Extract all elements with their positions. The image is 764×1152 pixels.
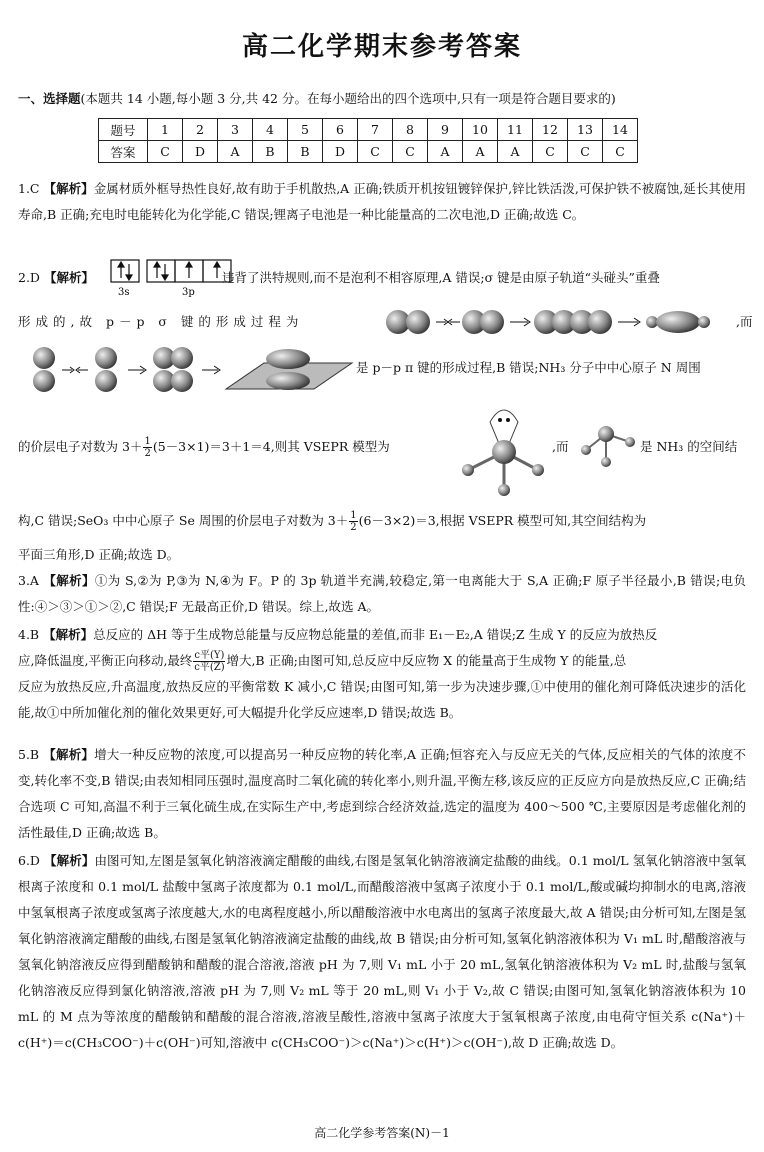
page-footer: 高二化学参考答案(N)－1 <box>314 1126 450 1140</box>
q2-line4-d: 是 NH₃ 的空间结 <box>640 439 738 454</box>
q2-line2-end: ,而 <box>736 314 753 329</box>
q3-text: ①为 S,②为 P,③为 N,④为 F。P 的 3p 轨道半充满,较稳定,第一电离能大于 S,A 正确;F 原子半径最小,B 错误;电负性:④＞③＞①＞②,C 错误;F 无最高正价,D 错误。综上,故选 A。 <box>18 573 746 614</box>
orbital-3p-label: 3p <box>182 287 195 298</box>
answer-cell: D <box>183 141 218 163</box>
question-number-cell: 8 <box>393 119 428 141</box>
question-4 <box>18 622 746 726</box>
q2-line4-a: 的价层电子对数为 3＋ <box>18 439 143 454</box>
answer-cell: C <box>358 141 393 163</box>
q4-line2-a: 应,降低温度,平衡正向移动,最终 <box>18 653 193 668</box>
q2-line4-c: ,而 <box>552 439 569 454</box>
answer-cell: C <box>393 141 428 163</box>
question-3 <box>18 568 746 620</box>
q2-line4-b: (5－3×1)＝3＋1＝4,则其 VSEPR 模型为 <box>152 439 390 454</box>
table-row-answers <box>99 141 638 163</box>
question-2-line4 <box>18 434 390 460</box>
question-2-line5 <box>18 508 746 534</box>
q5-number: 5.B <box>18 747 40 762</box>
q2-line3-text: 是 p－p π 键的形成过程,B 错误;NH₃ 分子中中心原子 N 周围 <box>356 360 701 375</box>
q2-line1-text: 违背了洪特规则,而不是泡利不相容原理,A 错误;σ 键是由原子轨道“头碰头”重叠 <box>221 270 660 285</box>
q2-line6: 平面三角形,D 正确;故选 D。 <box>18 547 180 562</box>
question-1 <box>18 176 746 228</box>
question-2-line2 <box>18 309 303 335</box>
vsepr-model-diagram <box>456 402 552 496</box>
q2-tag: 【解析】 <box>43 270 94 285</box>
question-2-line4-d <box>640 434 737 460</box>
answer-cell: A <box>218 141 253 163</box>
question-2-line6 <box>18 542 746 568</box>
frac-num: 1 <box>350 510 357 521</box>
frac-den: 2 <box>350 522 357 533</box>
q5-tag: 【解析】 <box>43 747 95 762</box>
question-number-cell: 4 <box>253 119 288 141</box>
page-title: 高二化学期末参考答案 <box>241 32 522 62</box>
answer-cell: C <box>533 141 568 163</box>
q2-line5-a: 构,C 错误;SeO₃ 中中心原子 Se 周围的价层电子对数为 3＋ <box>18 513 349 528</box>
question-2-line4-c <box>552 434 568 460</box>
question-number-cell: 9 <box>428 119 463 141</box>
frac-den: 2 <box>144 448 151 459</box>
frac-num: c平(Y) <box>194 650 225 661</box>
q6-tag: 【解析】 <box>44 853 95 868</box>
q4-line3: 反应为放热反应,升高温度,放热反应的平衡常数 K 减小,C 错误;由图可知,第一步为决速步骤,①中使用的催化剂可降低决速步的活化能,故①中所加催化剂的催化效果更好,可大幅提升化学反应速率,D 错误;故选 B。 <box>18 679 746 720</box>
question-number-cell: 5 <box>288 119 323 141</box>
answer-cell: C <box>568 141 603 163</box>
q3-number: 3.A <box>18 573 39 588</box>
question-number-cell: 14 <box>603 119 638 141</box>
question-number-cell: 10 <box>463 119 498 141</box>
frac-num: 1 <box>144 436 151 447</box>
table-row-numbers <box>99 119 638 141</box>
answer-cell: A <box>428 141 463 163</box>
orbital-3s-label: 3s <box>118 287 130 298</box>
question-number-cell: 12 <box>533 119 568 141</box>
question-number-cell: 6 <box>323 119 358 141</box>
pi-bond-diagram <box>26 345 356 395</box>
answer-cell: A <box>498 141 533 163</box>
q4-tag: 【解析】 <box>43 627 94 642</box>
answer-table <box>98 118 638 163</box>
answer-cell: C <box>148 141 183 163</box>
nh3-structure-diagram <box>578 420 640 472</box>
frac-den: c平(Z) <box>194 662 225 673</box>
q6-number: 6.D <box>18 853 40 868</box>
row-label-answer: 答案 <box>99 141 148 163</box>
question-number-cell: 7 <box>358 119 393 141</box>
question-number-cell: 2 <box>183 119 218 141</box>
orbital-diagram <box>110 258 232 298</box>
q1-number: 1.C <box>18 181 40 196</box>
section-header <box>18 89 616 107</box>
q4-number: 4.B <box>18 627 40 642</box>
question-number-cell: 1 <box>148 119 183 141</box>
question-number-cell: 11 <box>498 119 533 141</box>
row-label-number: 题号 <box>99 119 148 141</box>
q4-line2-b: 增大,B 正确;由图可知,总反应中反应物 X 的能量高于生成物 Y 的能量,总 <box>226 653 627 668</box>
section-heading: 一、选择题 <box>18 91 81 106</box>
question-2-line3 <box>356 355 746 381</box>
question-5 <box>18 742 746 846</box>
q1-tag: 【解析】 <box>43 181 94 196</box>
answer-cell: B <box>253 141 288 163</box>
section-note: (本题共 14 小题,每小题 3 分,共 42 分。在每小题给出的四个选项中,只有一项是符合题目要求的) <box>80 91 616 106</box>
answer-cell: C <box>603 141 638 163</box>
question-number-cell: 13 <box>568 119 603 141</box>
q2-number: 2.D <box>18 270 40 285</box>
fraction <box>349 510 357 533</box>
fraction <box>193 650 225 673</box>
q2-line2-text: 形成的,故 p－p σ 键的形成过程为 <box>18 314 304 329</box>
q4-line1: 总反应的 ΔH 等于生成物总能量与反应物总能量的差值,而非 E₁－E₂,A 错误;Z 生成 Y 的反应为放热反 <box>93 627 658 642</box>
question-2-line2-end <box>736 309 752 335</box>
question-6 <box>18 848 746 1056</box>
q6-text: 由图可知,左图是氢氧化钠溶液滴定醋酸的曲线,右图是氢氧化钠溶液滴定盐酸的曲线。0.1 mol/L 氢氧化钠溶液中氢氧根离子浓度和 0.1 mol/L 盐酸中氢离子浓度都为 0.1 mol/L,而醋酸溶液中氢离子浓度小于 0.1 mol/L,酸或碱均抑制水的电离,溶液中氢氧根离子浓度或氢离子浓度越大,水的电离程度越小,所以醋酸溶液中水电离出的氢离子浓度最大,故 A 错误;由分析可知,左图是氢氧化钠溶液滴定醋酸的曲线,右图是氢氧化钠溶液滴定盐酸的曲线,故 B 错误;由分析可知,氢氧化钠溶液体积为 V₁ mL 时,醋酸溶液与氢氧化钠溶液反应得到醋酸钠和醋酸的混合溶液,溶液 pH 为 7,则 V₁ mL 小于 20 mL,氢氧化钠溶液体积为 V₂ mL 时,盐酸与氢氧化钠溶液反应得到氯化钠溶液,溶液 pH 为 7,则 V₂ mL 等于 20 mL,则 V₁ 小于 V₂,故 C 错误;由图可知,氢氧化钠溶液体积为 10 mL 的 M 点为等浓度的醋酸钠和醋酸的混合溶液,溶液呈酸性,溶液中氢离子浓度大于氢氧根离子浓度,由电荷守恒关系 c(Na⁺)＋c(H⁺)＝c(CH₃COO⁻)＋c(OH⁻)可知,溶液中 c(CH₃COO⁻)＞c(Na⁺)＞c(H⁺)＞c(OH⁻),故 D 正确;故选 D。 <box>18 853 746 1050</box>
q5-text: 增大一种反应物的浓度,可以提高另一种反应物的转化率,A 正确;恒容充入与反应无关的气体,反应相关的气体的浓度不变,转化率不变,B 错误;由表知相同压强时,温度高时二氧化硫的转化率小,则升温,平衡左移,该反应的正反应方向是放热反应,C 正确;结合选项 C 可知,高温不利于三氧化硫生成,在实际生产中,考虑到综合经济效益,选定的温度为 400～500 ℃,主要原因是考虑催化剂的活性最佳,D 正确;故选 B。 <box>18 747 746 840</box>
sigma-bond-diagram <box>384 306 724 338</box>
fraction <box>143 436 151 459</box>
q3-tag: 【解析】 <box>43 573 95 588</box>
answer-cell: B <box>288 141 323 163</box>
answer-cell: D <box>323 141 358 163</box>
q2-line5-b: (6－3×2)＝3,根据 VSEPR 模型可知,其空间结构为 <box>358 513 647 528</box>
answer-cell: A <box>463 141 498 163</box>
question-number-cell: 3 <box>218 119 253 141</box>
q1-text: 金属材质外框导热性良好,故有助于手机散热,A 正确;铁质开机按钮镀锌保护,锌比铁活泼,可保护铁不被腐蚀,延长其使用寿命,B 正确;充电时电能转化为化学能,C 错误;锂离子电池是一种比能量高的二次电池,D 正确;故选 C。 <box>18 181 746 222</box>
